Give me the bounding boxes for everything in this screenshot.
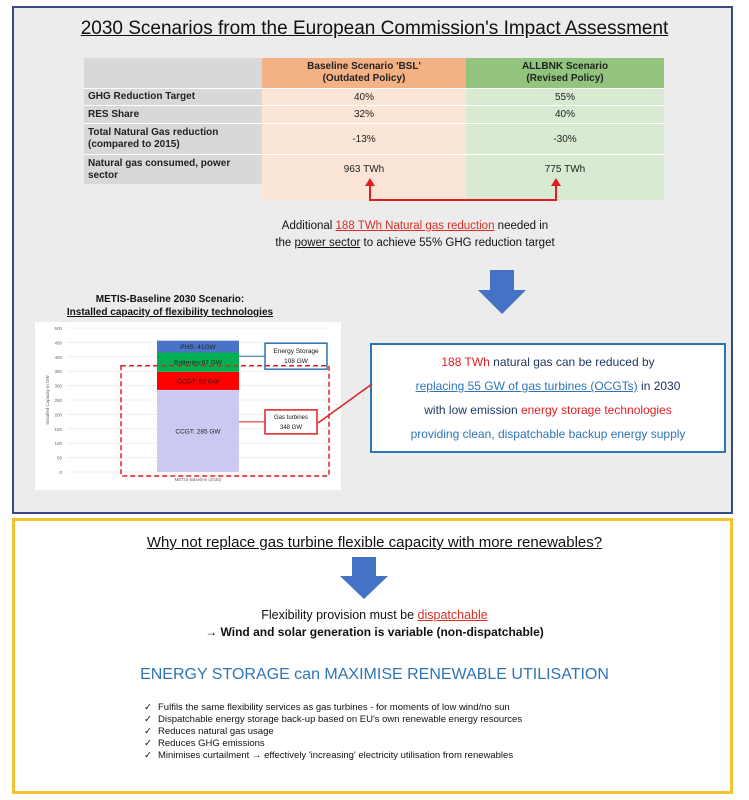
- list-item: ✓ Dispatchable energy storage back-up based on EU's own renewable energy resources: [144, 714, 523, 725]
- allbnk-cell: 775 TWh: [466, 155, 664, 185]
- row-label: Natural gas consumed, power sector: [84, 155, 262, 185]
- y-tick-label: 300: [54, 383, 62, 389]
- table-header-bsl: Baseline Scenario 'BSL' (Outdated Policy): [262, 58, 466, 89]
- bsl-cell: 963 TWh: [262, 155, 466, 185]
- checkmark-icon: ✓: [144, 702, 152, 713]
- allbnk-cell: -30%: [466, 124, 664, 155]
- row-label: GHG Reduction Target: [84, 89, 262, 106]
- storage-annotation-label: Energy Storage: [273, 348, 319, 356]
- list-item: ✓ Reduces natural gas usage: [144, 726, 274, 737]
- y-tick-label: 100: [54, 441, 62, 447]
- checkmark-icon: ✓: [144, 738, 152, 749]
- bar-label: Batteries:67 GW: [174, 359, 222, 367]
- y-axis-label: Installed Capacity in GW: [45, 375, 50, 425]
- y-tick-label: 350: [54, 369, 62, 375]
- gas-annotation-label: Gas turbines: [273, 414, 309, 421]
- callout-line: [318, 384, 372, 423]
- row-label: RES Share: [84, 106, 262, 124]
- list-item: ✓ Fulfils the same flexibility services as gas turbines - for moments of low wind/no sun: [144, 702, 510, 713]
- energy-storage-title: ENERGY STORAGE can MAXIMISE RENEWABLE UTILISATION: [140, 666, 609, 683]
- x-axis-label: METIS-Baseline (2030): [174, 477, 222, 482]
- allbnk-cell: 40%: [466, 106, 664, 124]
- bsl-cell: -13%: [262, 124, 466, 155]
- bar-label: OCGT: 63 GW: [177, 378, 219, 386]
- page-title: 2030 Scenarios from the European Commission's Impact Assessment: [80, 18, 669, 39]
- y-tick-label: 250: [54, 398, 62, 403]
- row-label: Total Natural Gas reduction (compared to 2015): [84, 124, 262, 155]
- y-tick-label: 400: [54, 354, 62, 360]
- storage-annotation-value: 108 GW: [284, 358, 308, 366]
- bar-label: PHS: 41GW: [180, 344, 216, 352]
- variable-generation-statement: → Wind and solar generation is variable (non-dispatchable): [205, 625, 544, 639]
- y-tick-label: 0: [59, 470, 62, 475]
- why-not-renewables-title: Why not replace gas turbine flexible capacity with more renewables?: [146, 534, 603, 551]
- chart-title: METIS-Baseline 2030 Scenario: Installed capacity of flexibility technologies: [66, 294, 274, 318]
- checkmark-icon: ✓: [144, 714, 152, 725]
- y-tick-label: 450: [54, 340, 62, 346]
- checkmark-icon: ✓: [144, 750, 152, 761]
- y-tick-label: 200: [54, 412, 62, 418]
- bsl-cell: 32%: [262, 106, 466, 124]
- y-tick-label: 500: [54, 326, 62, 331]
- gas-annotation-value: 348 GW: [279, 424, 303, 431]
- list-item: ✓ Minimises curtailment → effectively 'increasing' electricity utilisation from renewables: [144, 750, 514, 761]
- bsl-cell: 40%: [262, 89, 466, 106]
- table-header-allbnk: ALLBNK Scenario (Revised Policy): [466, 58, 664, 89]
- list-item: ✓ Reduces GHG emissions: [144, 738, 265, 749]
- flexibility-statement: Flexibility provision must be dispatchable: [261, 608, 488, 622]
- allbnk-cell: 55%: [466, 89, 664, 106]
- storage-info-box: 188 TWh natural gas can be reduced by replacing 55 GW of gas turbines (OCGTs) in 2030 with low emission energy storage technologies providing clean, dispatchable backup energy supply: [370, 343, 726, 453]
- additional-reduction-note: Additional 188 TWh Natural gas reduction needed in the power sector to achieve 55% GHG reduction target: [275, 220, 555, 249]
- bar-label: CCGT: 285 GW: [175, 428, 221, 436]
- checkmark-icon: ✓: [144, 726, 152, 737]
- y-tick-label: 150: [54, 426, 62, 432]
- y-tick-label: 50: [56, 455, 62, 461]
